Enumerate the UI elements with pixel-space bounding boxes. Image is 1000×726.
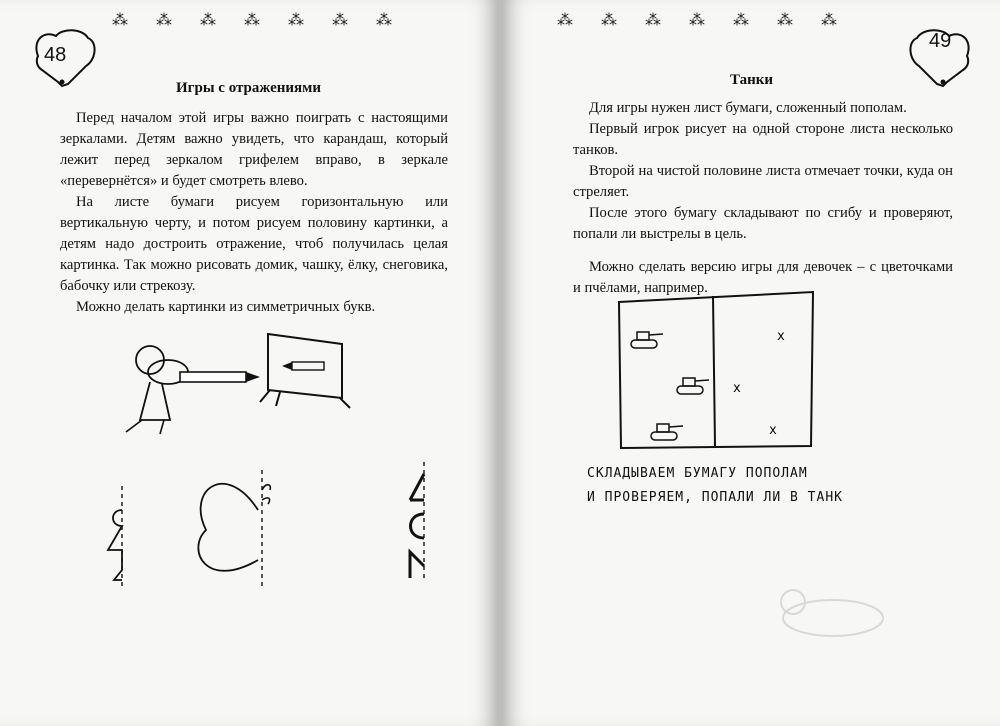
paragraph: Для игры нужен лист бумаги, сложенный пополам. [589, 100, 907, 116]
paragraph: После этого бумагу складывают по сгибу и проверяют, попали ли выстрелы в цель. [573, 205, 953, 242]
right-body-text [573, 98, 953, 299]
right-page [503, 0, 1000, 726]
diagram-caption-line1: СКЛАДЫВАЕМ БУМАГУ ПОПОЛАМ [587, 466, 808, 481]
paragraph: Можно делать картинки из симметричных букв. [76, 299, 376, 315]
show-through-mouse [763, 580, 903, 640]
page-number: 49 [929, 30, 952, 52]
paragraph: Можно сделать версию игры для девочек – с цветочками и пчёлами, например. [573, 259, 953, 296]
half-butterfly [186, 470, 286, 590]
section-title: Игры с отражениями [176, 80, 321, 96]
tank-icon [631, 332, 663, 348]
paragraph: На листе бумаги рисуем горизонтальную или вертикальную черту, и потом рисуем половину картинки, а детям надо достроить отражение, чтоб получилась целая картинка. Так можно рисовать домик, чашку, ёлку, снеговика, бабочку или стрекозу. [60, 194, 448, 294]
diagram-caption-line2: И ПРОВЕРЯЕМ, ПОПАЛИ ЛИ В ТАНК [587, 490, 843, 505]
page-number: 48 [44, 44, 67, 66]
paw-prints-decoration: ⁂⁂⁂⁂⁂⁂⁂ [557, 12, 865, 29]
left-page [0, 0, 497, 726]
tanks-diagram [615, 290, 815, 450]
paragraph: Первый игрок рисует на одной стороне листа несколько танков. [573, 121, 953, 158]
left-body-text [60, 108, 448, 318]
tank-icon [677, 378, 709, 394]
paw-prints-decoration: ⁂⁂⁂⁂⁂⁂⁂ [112, 12, 420, 29]
half-letters [400, 462, 440, 582]
shot-mark: x [733, 381, 742, 396]
section-title: Танки [730, 72, 774, 88]
shot-mark: x [769, 423, 778, 438]
shot-mark: x [777, 329, 786, 344]
mouse-pencil-mirror-illustration [120, 320, 360, 440]
half-girl-figure [92, 486, 132, 586]
tank-icon [651, 424, 683, 440]
paragraph: Второй на чистой половине листа отмечает точки, куда он стреляет. [573, 163, 953, 200]
paragraph: Перед началом этой игры важно поиграть с настоящими зеркалами. Детям важно увидеть, что карандаш, который лежит перед зеркалом грифелем вправо, в зеркале «перевернётся» и будет смотреть влево. [60, 110, 448, 189]
